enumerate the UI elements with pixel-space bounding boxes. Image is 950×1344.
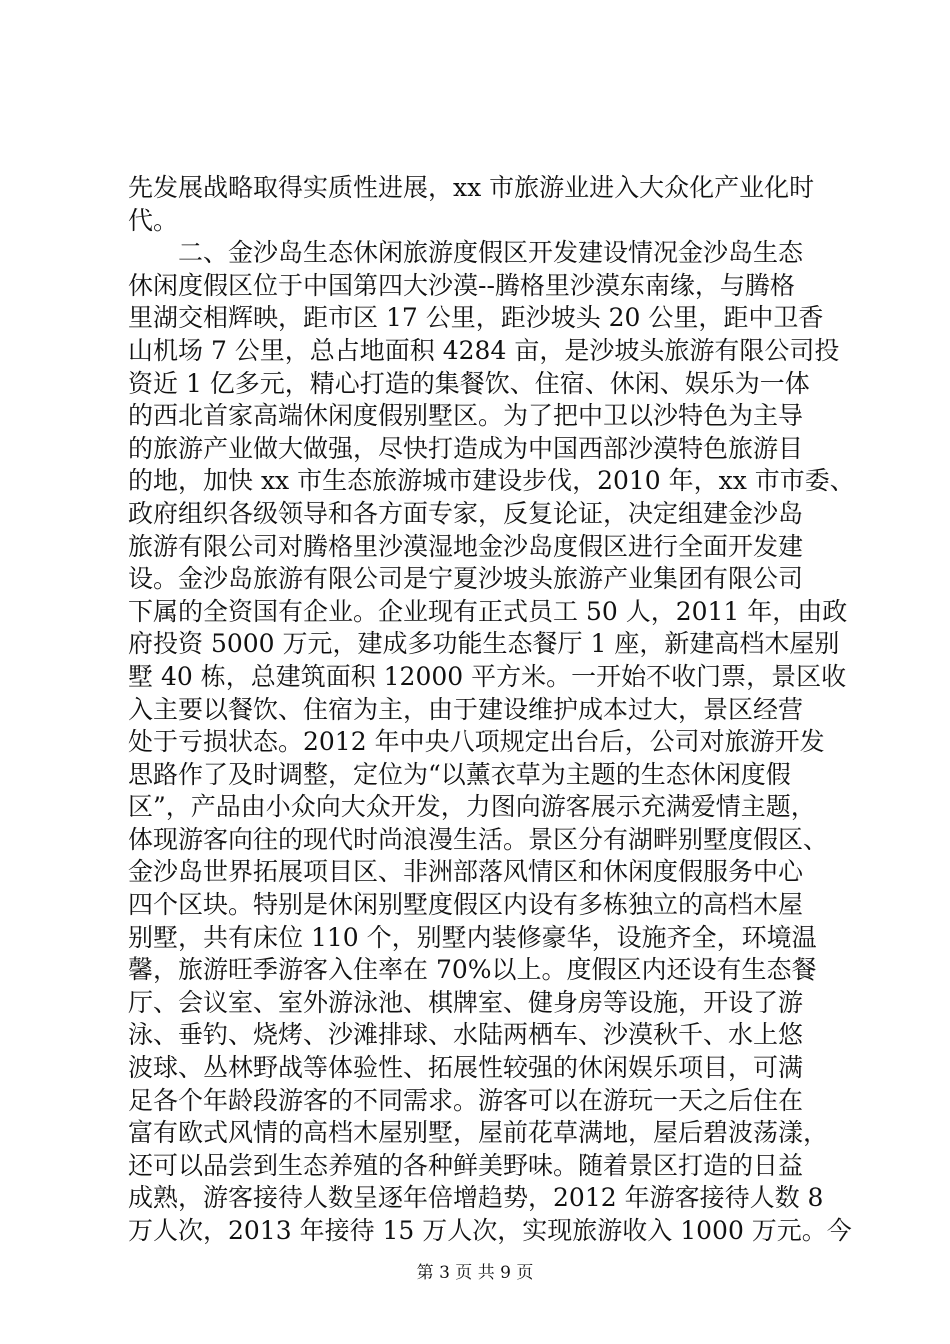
text-line: 的西北首家高端休闲度假别墅区。为了把中卫以沙特色为主导 [128,401,804,431]
text-line: 富有欧式风情的高档木屋别墅，屋前花草满地，屋后碧波荡漾， [128,1118,829,1148]
text-line: 思路作了及时调整，定位为“以薰衣草为主题的生态休闲度假 [128,759,791,789]
text-line: 先发展战略取得实质性进展，xx 市旅游业进入大众化产业化时 [128,173,815,202]
text-line: 资近 1 亿多元，精心打造的集餐饮、住宿、休闲、娱乐为一体 [128,368,810,398]
text-line: 泳、垂钓、烧烤、沙滩排球、水陆两栖车、沙漠秋千、水上悠 [128,1020,804,1050]
page-footer: 第 3 页 共 9 页 [416,1263,534,1283]
text-line: 的地，加快 xx 市生态旅游城市建设步伐，2010 年，xx 市市委、 [128,466,855,496]
text-line: 馨，旅游旺季游客入住率在 70%以上。度假区内还设有生态餐 [128,955,817,985]
text-line: 政府组织各级领导和各方面专家，反复论证，决定组建金沙岛 [128,498,804,528]
text-line: 体现游客向往的现代时尚浪漫生活。景区分有湖畔别墅度假区、 [128,824,829,854]
text-line: 的旅游产业做大做强，尽快打造成为中国西部沙漠特色旅游目 [128,433,804,463]
text-line: 处于亏损状态。2012 年中央八项规定出台后，公司对旅游开发 [128,727,825,757]
text-line: 万人次，2013 年接待 15 万人次，实现旅游收入 1000 万元。今 [128,1216,852,1245]
text-line: 成熟，游客接待人数呈逐年倍增趋势，2012 年游客接待人数 8 [128,1183,824,1213]
text-line: 金沙岛世界拓展项目区、非洲部落风情区和休闲度假服务中心 [128,857,804,887]
text-line: 波球、丛林野战等体验性、拓展性较强的休闲娱乐项目，可满 [128,1053,804,1083]
text-line: 入主要以餐饮、住宿为主，由于建设维护成本过大，景区经营 [128,694,804,724]
text-line: 设。金沙岛旅游有限公司是宁夏沙坡头旅游产业集团有限公司 [128,564,804,594]
text-line: 墅 40 栋，总建筑面积 12000 平方米。一开始不收门票，景区收 [128,661,847,691]
text-line: 府投资 5000 万元，建成多功能生态餐厅 1 座，新建高档木屋别 [128,629,840,659]
text-line: 四个区块。特别是休闲别墅度假区内设有多栋独立的高档木屋 [128,890,804,920]
text-line: 休闲度假区位于中国第四大沙漠--腾格里沙漠东南缘，与腾格 [128,270,795,300]
text-line: 里湖交相辉映，距市区 17 公里，距沙坡头 20 公里，距中卫香 [128,303,824,333]
text-line: 代。 [128,205,179,235]
text-line: 厅、会议室、室外游泳池、棋牌室、健身房等设施，开设了游 [128,987,804,1017]
body-text [128,172,855,1248]
text-line: 旅游有限公司对腾格里沙漠湿地金沙岛度假区进行全面开发建 [128,531,804,561]
text-line: 区”，产品由小众向大众开发，力图向游客展示充满爱情主题， [128,792,816,822]
text-line: 下属的全资国有企业。企业现有正式员工 50 人，2011 年，由政 [128,596,848,626]
text-line: 别墅，共有床位 110 个，别墅内装修豪华，设施齐全，环境温 [128,922,817,952]
text-line: 还可以品尝到生态养殖的各种鲜美野味。随着景区打造的日益 [128,1150,804,1180]
text-line: 足各个年龄段游客的不同需求。游客可以在游玩一天之后住在 [128,1085,804,1115]
text-line: 山机场 7 公里，总占地面积 4284 亩，是沙坡头旅游有限公司投 [128,335,840,365]
text-line: 二、金沙岛生态休闲旅游度假区开发建设情况金沙岛生态 [128,238,804,268]
